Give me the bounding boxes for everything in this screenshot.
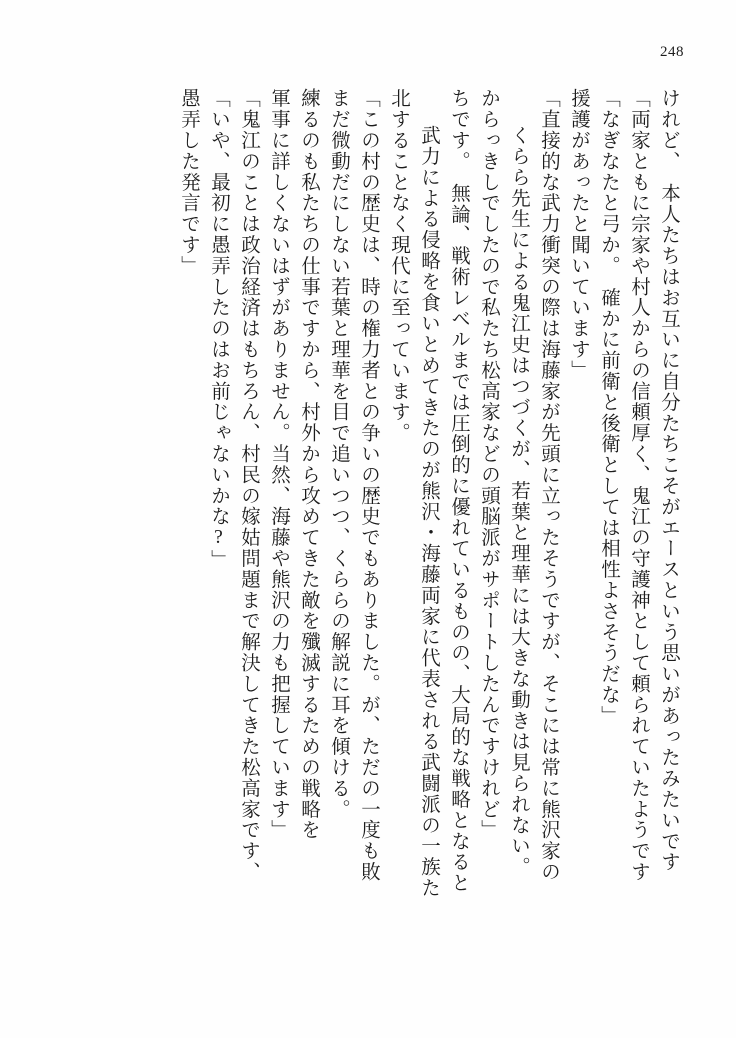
text-column: 「直接的な武力衝突の際は海藤家が先頭に立ったそうですが、そこには常に熊沢家の	[538, 88, 559, 883]
text-column: まだ微動だにしない若葉と理華を目で追いつつ、くららの解説に耳を傾ける。	[328, 88, 349, 820]
text-column: 「いや、最初に愚弄したのはお前じゃないかな?」	[208, 88, 229, 571]
text-column: 北することなく現代に至っています。	[388, 88, 409, 444]
text-column: 「この村の歴史は、時の権力者との争いの歴史でもありました。が、ただの一度も敗	[358, 88, 379, 883]
text-column: からっきしでしたので私たち松高家などの頭脳派がサポートしたんですけれど」	[478, 88, 499, 841]
page-number: 248	[660, 44, 684, 60]
text-column: 援護があったと聞いています」	[568, 88, 589, 381]
text-column: 愚弄した発言です」	[178, 88, 199, 277]
text-column: 「鬼江のことは政治経済はもちろん、村民の嫁姑問題まで解決してきた松高家です、	[238, 88, 259, 883]
text-column: 練るのも私たちの仕事ですから、村外から攻めてきた敵を殲滅するための戦略を	[298, 88, 319, 841]
text-column: けれど、 本人たちはお互いに自分たちこそがエースという思いがあったみたいです	[658, 88, 679, 873]
text-column: くらら先生による鬼江史はつづくが、若葉と理華には大きな動きは見られない。	[508, 104, 529, 878]
text-column: 軍事に詳しくないはずがありません。当然、海藤や熊沢の力も把握しています」	[268, 88, 289, 841]
vertical-text-body	[168, 88, 678, 968]
text-column: ちです。 無論、戦術レベルまでは圧倒的に優れているものの、大局的な戦略となると	[448, 88, 469, 894]
text-column: 「なぎなたと弓か。 確かに前衛と後衛としては相性よさそうだな」	[598, 88, 619, 727]
text-column: 「両家ともに宗家や村人からの信頼厚く、鬼江の守護神として頼られていたようです	[628, 88, 649, 883]
text-column: 武力による侵略を食いとめてきたのが熊沢・海藤両家に代表される武闘派の一族た	[418, 104, 439, 899]
